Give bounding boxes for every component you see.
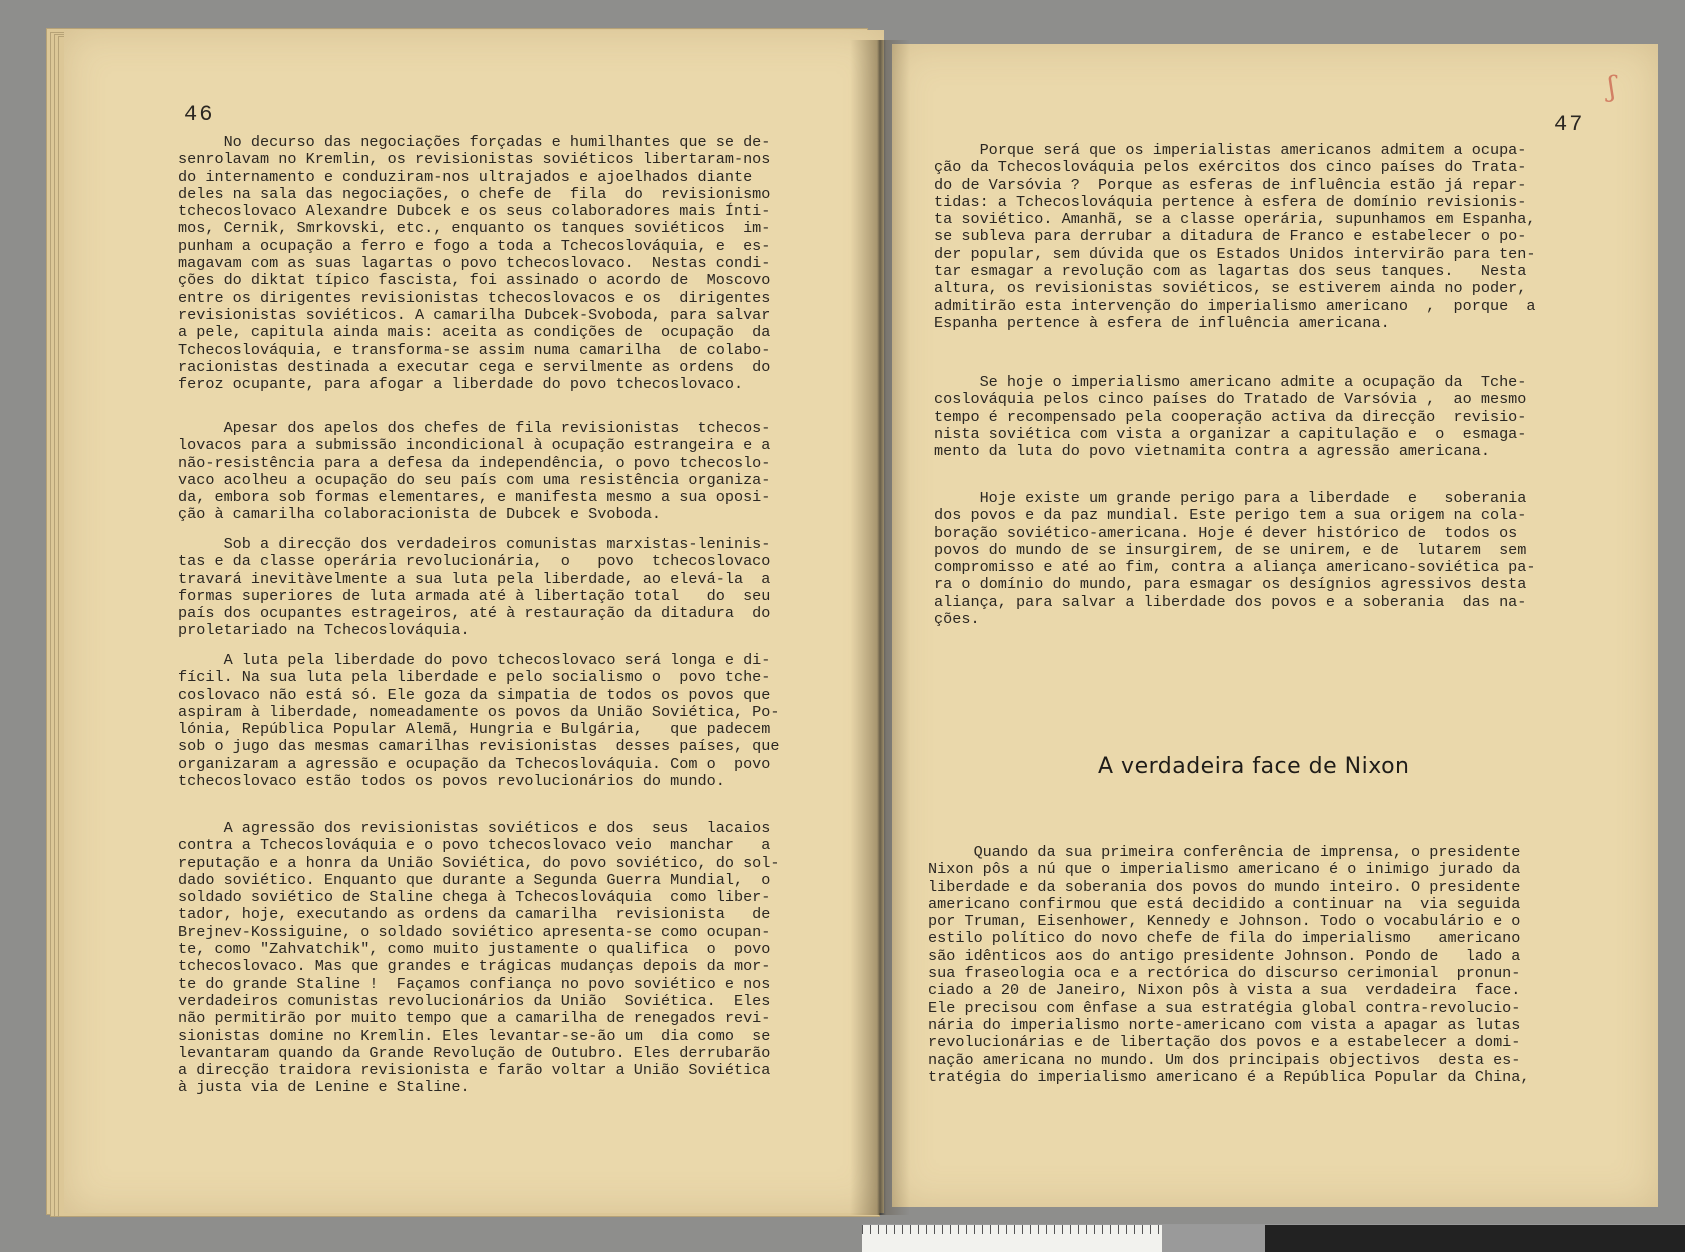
paragraph: Se hoje o imperialismo americano admite a ocupação da Tche- coslováquia pelos cinco países do Tratado de Varsóvia , ao mesmo tempo é recompensado pela cooperação activa da direcção revisio- nista soviética com vista a organizar a capitulação e o esmaga- mento da luta do povo vietnamita contra a agressão americana. [934,373,1527,461]
paragraph: Porque será que os imperialistas americanos admitem a ocupa- ção da Tchecoslováquia pelos exércitos dos cinco países do Trata- do de Varsóvia ? Porque as esferas de influência estão já repar- tidas: a Tchecoslováquia pertence à esfera de domínio revisionis- ta soviético. Amanhã, se a classe operária, supunhamos em Espanha, se subleva para derrubar a ditadura de Franco e estabelecer o po- der popular, sem dúvida que os Estados Unidos intervirão para ten- tar esmagar a revolução com as lagartas dos seus tanques. Nesta altura, os revisionistas soviéticos, se estiverem ainda no poder, admitirão esta intervenção do imperialismo americano , porque a Espanha pertence à esfera de influência americana. [934,141,1536,332]
paragraph: A agressão dos revisionistas soviéticos e dos seus lacaios contra a Tchecoslováquia e o povo tchecoslovaco veio manchar a reputação e a honra da União Soviética, do povo soviético, do sol- dado soviético. Enquanto que durante a Segunda Guerra Mundial, o soldado soviético de Staline chega à Tchecoslováquia como liber- tador, hoje, executando as ordens da camarilha revisionista de Brejnev-Kossiguine, o soldado soviético apresenta-se como ocupan- te, como "Zahvatchik", como muito justamente o qualifica o povo tchecoslovaco. Mas que grandes e trágicas mudanças depois da mor- te do grande Staline ! Façamos confiança no povo soviético e nos verdadeiros comunistas revolucionários da União Soviética. Eles não permitirão por muito tempo que a camarilha de renegados revi- sionistas domine no Kremlin. Eles levantar-se-ão um dia como se levantaram quando da Grande Revolução de Outubro. Eles derrubarão a direcção traidora revisionista e farão voltar a União Soviética à justa via de Lenine e Staline. [178,819,780,1097]
left-page [64,30,884,1213]
book-gutter [850,40,910,1215]
paragraph: A luta pela liberdade do povo tchecoslovaco será longa e di- fícil. Na sua luta pela liberdade e pelo socialismo o povo tche- coslovaco não está só. Ele goza da simpatia de todos os povos que aspiram à liberdade, nomeadamente os povos da União Soviética, Po- lónia, República Popular Alemã, Hungria e Bulgária, que padecem sob o jugo das mesmas camarilhas revisionistas desses países, que organizaram a agressão e ocupação da Tchecoslováquia. Com o povo tchecoslovaco estão todos os povos revolucionários do mundo. [178,651,780,791]
ruler-grey-block [1162,1225,1272,1252]
paragraph: Apesar dos apelos dos chefes de fila revisionistas tchecos- lovacos para a submissão incondicional à ocupação estrangeira e a não-resistência para a defesa da independência, o povo tchecoslo- vaco acolheu a ocupação do seu país com uma resistência organiza- da, embora sob formas elementares, e manifesta mesmo a sua oposi- ção à camarilha colaboracionista de Dubcek e Svoboda. [178,419,771,524]
paragraph: Sob a direcção dos verdadeiros comunistas marxistas-leninis- tas e da classe operária revolucionária, o povo tchecoslovaco travará inevitàvelmente a sua luta pela liberdade, ao elevá-la a formas superiores de luta armada até à libertação total do seu país dos ocupantes estrageiros, até à restauração da ditadura do proletariado na Tchecoslováquia. [178,535,771,640]
paragraph: Hoje existe um grande perigo para a liberdade e soberania dos povos e da paz mundial. Este perigo tem a sua origem na cola- boração soviético-americana. Hoje é dever histórico de todos os povos do mundo de se insurgirem, de se unirem, e de lutarem sem compromisso e até ao fim, contra a aliança americano-soviética pa- ra o domínio do mundo, para esmagar os desígnios agressivos desta aliança, para salvar a liberdade dos povos e a soberania das na- ções. [934,489,1536,629]
page-number-left: 46 [184,102,215,127]
right-page [892,44,1658,1207]
page-number-right: 47 [1554,112,1585,137]
ruler-dark-block [1265,1225,1685,1252]
scale-ruler [862,1224,1685,1252]
paragraph: No decurso das negociações forçadas e humilhantes que se de- senrolavam no Kremlin, os revisionistas soviéticos libertaram-nos do internamento e conduziram-nos ultrajados e ajoelhados diante deles na sala das negociações, o chefe de fila do revisionismo tchecoslovaco Alexandre Dubcek e os seus colaboradores mais Ínti- mos, Cernik, Smrkovski, etc., enquanto os tanques soviéticos im- punham a ocupação a ferro e fogo a toda a Tchecoslováquia, e es- magavam com as suas lagartas o povo tchecoslovaco. Nestas condi- ções do diktat típico fascista, foi assinado o acordo de Moscovo entre os dirigentes revisionistas tchecoslovacos e os dirigentes revisionistas soviéticos. A camarilha Dubcek-Svoboda, para salvar a pele, capitula ainda mais: aceita as condições de ocupação da Tchecoslováquia, e transforma-se assim numa camarilha de colabo- racionistas destinada a executar cega e servilmente as ordens do feroz ocupante, para afogar a liberdade do povo tchecoslovaco. [178,133,771,394]
paragraph: Quando da sua primeira conferência de imprensa, o presidente Nixon pôs a nú que o imperialismo americano é o inimigo jurado da liberdade e da soberania dos povos do mundo inteiro. O presidente americano confirmou que está decidido a continuar na via seguida por Truman, Eisenhower, Kennedy e Johnson. Todo o vocabulário e o estilo político do novo chefe de fila do imperialismo americano são idênticos aos do antigo presidente Johnson. Pondo de lado a sua fraseologia oca e a rectórica do discurso cerimonial pronun- ciado a 20 de Janeiro, Nixon pôs à vista a sua verdadeira face. Ele precisou com ênfase a sua estratégia global contra-revolucio- nária do imperialismo norte-americano com vista a apagar as lutas revolucionárias e de libertação dos povos e a estabelecer a domi- nação americana no mundo. Um dos principais objectivos desta es- tratégia do imperialismo americano é a República Popular da China, [928,843,1530,1086]
section-title: A verdadeira face de Nixon [1098,754,1410,779]
pencil-mark-icon: ʃ [1608,70,1616,103]
